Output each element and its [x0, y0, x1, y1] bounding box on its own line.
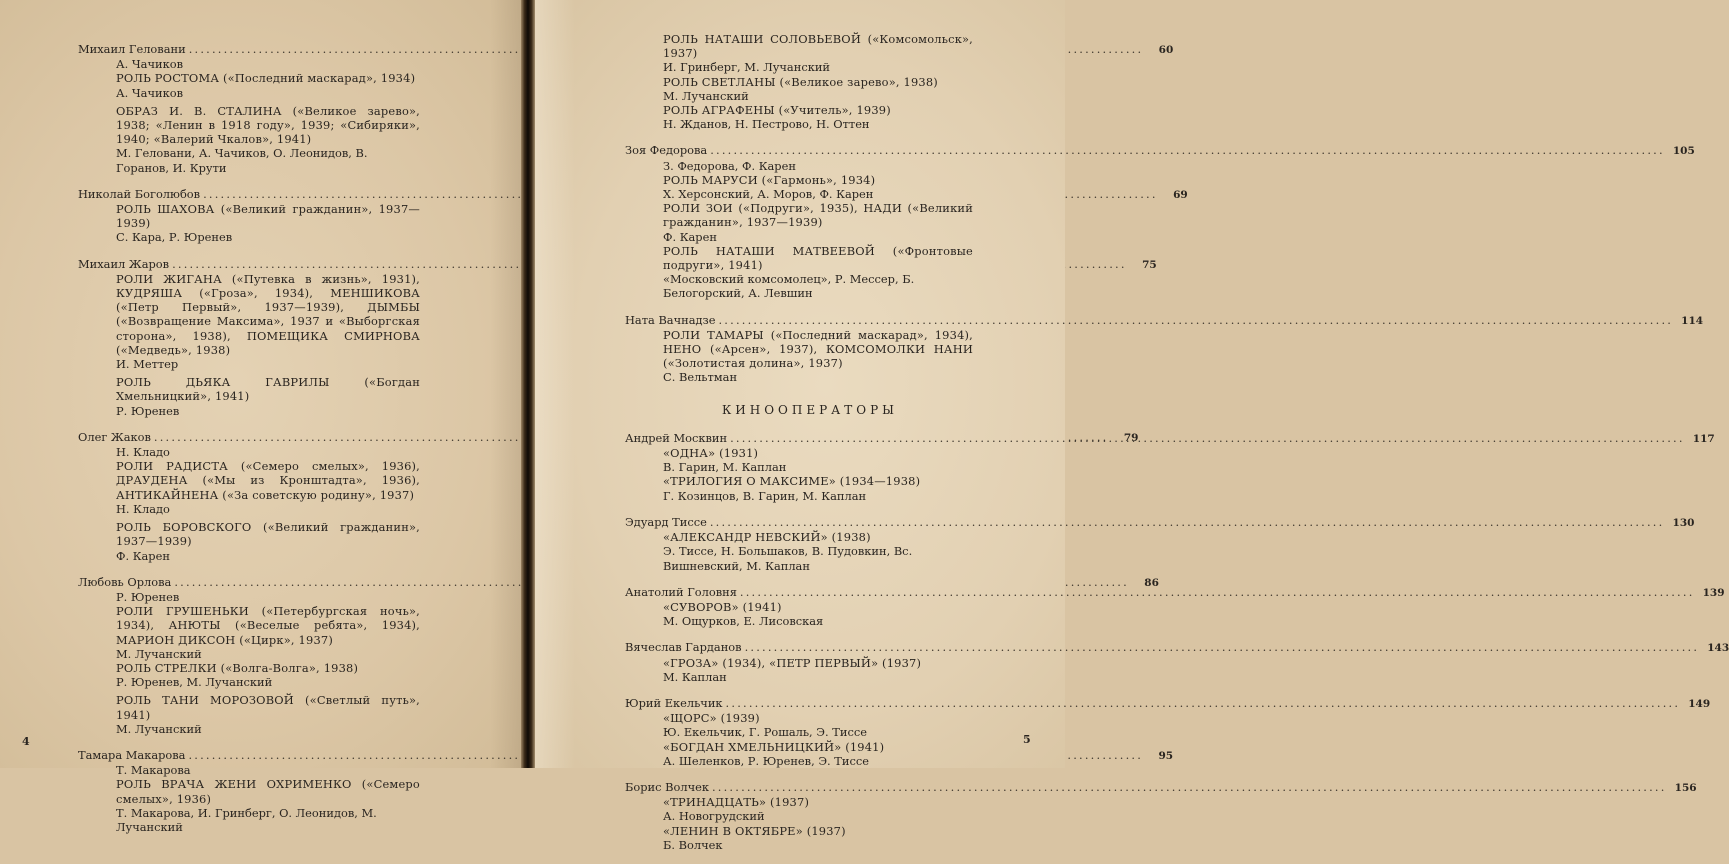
authors-line: Х. Херсонский, А. Моров, Ф. Карен [663, 187, 874, 202]
role-line: «ТРИНАДЦАТЬ» (1937) [663, 795, 810, 810]
role-line: РОЛЬ ВРАЧА ЖЕНИ ОХРИМЕНКО («Семеро смелых», 1936) [116, 777, 420, 806]
role-line: РОЛЬ СВЕТЛАНЫ («Великое зарево», 1938) [663, 74, 938, 89]
entry-page-number: 105 [1672, 145, 1695, 158]
role-line: РОЛЬ НАТАШИ СОЛОВЬЕВОЙ («Комсомольск», 1937) [663, 32, 973, 61]
entry-heading[interactable] [625, 779, 1697, 795]
authors-line: М. Лучанский [116, 721, 202, 736]
book-gutter [521, 0, 535, 768]
authors-line: Р. Юренев [116, 403, 180, 418]
role-line: РОЛЬ ТАНИ МОРОЗОВОЙ («Светлый путь», 1941) [116, 693, 420, 722]
gutter-highlight [535, 0, 575, 768]
continued-entry [625, 32, 995, 131]
authors-line: Г. Козинцов, В. Гарин, М. Каплан [663, 488, 867, 503]
authors-line: Ф. Карен [663, 229, 717, 244]
entry-name: Ната Вачнадзе [625, 312, 716, 327]
role-line: РОЛЬ АГРАФЕНЫ («Учитель», 1939) [663, 103, 891, 118]
entry-heading[interactable] [625, 143, 1695, 158]
entry-page-number: 69 [1173, 188, 1188, 201]
entry-name: Николай Боголюбов [78, 186, 201, 201]
entry-heading[interactable] [625, 584, 1725, 600]
entry-page-number: 79 [1123, 431, 1139, 444]
entry-name: Андрей Москвин [625, 430, 728, 445]
entry-name: Михаил Геловани [78, 42, 186, 56]
gutter-shadow [490, 0, 522, 768]
authors-line: В. Гарин, М. Каплан [663, 460, 787, 475]
role-line: РОЛИ ТАМАРЫ («Последний маскарад», 1934), НЕНО («Арсен», 1937), КОМСОМОЛКИ НАНИ («Золотистая долина», 1937) [663, 327, 973, 371]
entry-page-number: 60 [1158, 44, 1174, 56]
entry-name: Олег Жаков [78, 429, 151, 444]
role-line: РОЛЬ ШАХОВА («Великий гражданин», 1937—1939) [116, 202, 420, 231]
authors-line: «Московский комсомолец», Р. Мессер, Б. Белогорский, А. Левшин [663, 272, 915, 301]
authors-line: Ю. Екельчик, Г. Рошаль, Э. Тиссе [663, 725, 867, 740]
entry-body [625, 656, 995, 684]
authors-line: Т. Макарова, И. Гринберг, О. Леонидов, М. Лучанский [116, 805, 377, 834]
entry-name: Анатолий Головня [625, 584, 737, 599]
dot-leader [710, 515, 1665, 529]
authors-line: С. Вельтман [663, 370, 738, 385]
entry-name: Зоя Федорова [625, 143, 708, 158]
entry-body [625, 159, 995, 301]
toc-entry [625, 514, 1695, 573]
right-page-number: 5 [1023, 733, 1031, 746]
dot-leader [745, 640, 1700, 654]
toc-entry [625, 312, 1704, 385]
authors-line: Р. Юренев, М. Лучанский [116, 675, 273, 690]
role-line: РОЛЬ ДЬЯКА ГАВРИЛЫ («Богдан Хмельницкий», 1941) [116, 375, 420, 404]
authors-line: И. Меттер [116, 357, 179, 372]
entry-body [625, 328, 995, 385]
entry-name: Любовь Орлова [78, 574, 172, 589]
entry-page-number: 156 [1674, 781, 1697, 794]
entry-page-number: 114 [1681, 314, 1704, 327]
dot-leader [712, 780, 1667, 794]
left-page-number: 4 [22, 735, 30, 748]
role-line: «ЛЕНИН В ОКТЯБРЕ» (1937) [663, 823, 846, 838]
authors-line: Р. Юренев [116, 589, 180, 604]
entry-body [78, 445, 442, 563]
role-line: «БОГДАН ХМЕЛЬНИЦКИЙ» (1941) [663, 739, 885, 754]
role-line: «СУВОРОВ» (1941) [663, 599, 782, 614]
entry-name: Михаил Жаров [78, 256, 170, 271]
entry-heading[interactable] [78, 574, 1159, 590]
entry-heading[interactable] [625, 695, 1711, 711]
entry-page-number: 139 [1702, 586, 1725, 599]
entry-heading[interactable] [625, 514, 1695, 530]
role-line: РОЛЬ БОРОВСКОГО («Великий гражданин», 1937—1939) [116, 520, 420, 549]
entry-page-number: 75 [1142, 258, 1157, 271]
entry-name: Тамара Макарова [78, 747, 186, 762]
role-line: РОЛИ ЗОИ («Подруги», 1935), НАДИ («Великий гражданин», 1937—1939) [663, 201, 973, 230]
entry-page-number: 117 [1692, 432, 1715, 445]
role-line: РОЛЬ МАРУСИ («Гармонь», 1934) [663, 172, 876, 187]
authors-line: А. Шеленков, Р. Юренев, Э. Тиссе [663, 753, 869, 768]
role-line: РОЛЬ СТРЕЛКИ («Волга-Волга», 1938) [116, 660, 359, 675]
role-line: «ОДНА» (1931) [663, 446, 759, 461]
entry-heading[interactable] [625, 640, 1729, 655]
entry-page-number: 130 [1672, 516, 1695, 529]
dot-leader [730, 431, 1685, 445]
role-line: РОЛЬ НАТАШИ МАТВЕЕВОЙ («Фронтовые подруги», 1941) [663, 243, 973, 273]
entry-body [78, 57, 442, 175]
role-line: РОЛИ РАДИСТА («Семеро смелых», 1936), ДРАУДЕНА («Мы из Кронштадта», 1936), АНТИКАЙНЕНА («За советскую родину», 1937) [116, 459, 420, 502]
toc-entry [625, 640, 1729, 684]
dot-leader [718, 313, 1673, 327]
authors-line: Ф. Карен [116, 548, 170, 563]
authors-line: М. Лучанский [663, 88, 749, 103]
entry-page-number: 143 [1707, 642, 1729, 655]
entry-page-number: 95 [1158, 749, 1174, 762]
entry-body [78, 272, 442, 418]
authors-line: И. Гринберг, М. Лучанский [663, 60, 830, 75]
section-title: КИНООПЕРАТОРЫ [721, 402, 898, 417]
role-line: «АЛЕКСАНДР НЕВСКИЙ» (1938) [663, 530, 871, 545]
authors-line: М. Геловани, А. Чачиков, О. Леонидов, В. Горанов, И. Крути [116, 146, 368, 175]
role-line: РОЛИ ГРУШЕНЬКИ («Петербургская ночь», 1934), АНЮТЫ («Веселые ребята», 1934), МАРИОН ДИКСОН («Цирк», 1937) [116, 604, 420, 647]
toc-entry [625, 584, 1725, 629]
authors-line: М. Лучанский [116, 646, 202, 661]
authors-line: А. Чачиков [116, 85, 183, 100]
dot-leader [726, 696, 1681, 710]
authors-line: Т. Макарова [116, 763, 191, 778]
authors-line: Н. Кладо [116, 445, 170, 460]
authors-line: Э. Тиссе, Н. Большаков, В. Пудовкин, Вс. Вишневский, М. Каплан [663, 544, 913, 573]
entry-heading[interactable] [625, 312, 1704, 328]
entry-name: Борис Волчек [625, 779, 709, 794]
entry-body [78, 590, 442, 736]
role-line: «ЩОРС» (1939) [663, 711, 760, 726]
role-line: ОБРАЗ И. В. СТАЛИНА («Великое зарево», 1938; «Ленин в 1918 году», 1939; «Сибиряки», 1940; «Валерий Чкалов», 1941) [116, 103, 420, 147]
authors-line: С. Кара, Р. Юренев [116, 230, 233, 245]
entry-body [625, 711, 995, 768]
authors-line: А. Чачиков [116, 57, 183, 72]
entry-body [625, 446, 995, 503]
entry-page-number: 86 [1144, 576, 1159, 589]
role-line: «ТРИЛОГИЯ О МАКСИМЕ» (1934—1938) [663, 474, 921, 489]
entry-name: Эдуард Тиссе [625, 514, 707, 529]
authors-line: М. Ощурков, Е. Лисовская [663, 614, 824, 629]
dot-leader [710, 143, 1665, 157]
role-line: РОЛИ ЖИГАНА («Путевка в жизнь», 1931), КУДРЯША («Гроза», 1934), МЕНШИКОВА («Петр Первый», 1937—1939), ДЫМБЫ («Возвращение Максима», 1937 и «Выборгская сторона», 1938), ПОМЕЩИКА СМИРНОВА («Медведь», 1938) [116, 271, 420, 357]
entry-name: Юрий Екельчик [625, 695, 723, 710]
entry-body [78, 202, 442, 245]
role-line: «ГРОЗА» (1934), «ПЕТР ПЕРВЫЙ» (1937) [663, 655, 922, 670]
authors-line: М. Каплан [663, 669, 727, 684]
entry-body [625, 530, 995, 573]
authors-line: А. Новогрудский [663, 809, 765, 824]
authors-line: Н. Жданов, Н. Пестрово, Н. Оттен [663, 117, 870, 132]
entry-body [625, 600, 995, 628]
authors-line: Б. Волчек [663, 837, 723, 852]
entry-page-number: 149 [1688, 697, 1711, 710]
dot-leader [740, 585, 1695, 599]
entry-body [78, 763, 442, 834]
toc-entry [625, 779, 1697, 852]
entry-body [625, 795, 995, 852]
role-line: РОЛЬ РОСТОМА («Последний маскарад», 1934) [116, 71, 416, 86]
authors-line: З. Федорова, Ф. Карен [663, 158, 796, 173]
entry-name: Вячеслав Гарданов [625, 640, 742, 655]
authors-line: Н. Кладо [116, 501, 170, 516]
